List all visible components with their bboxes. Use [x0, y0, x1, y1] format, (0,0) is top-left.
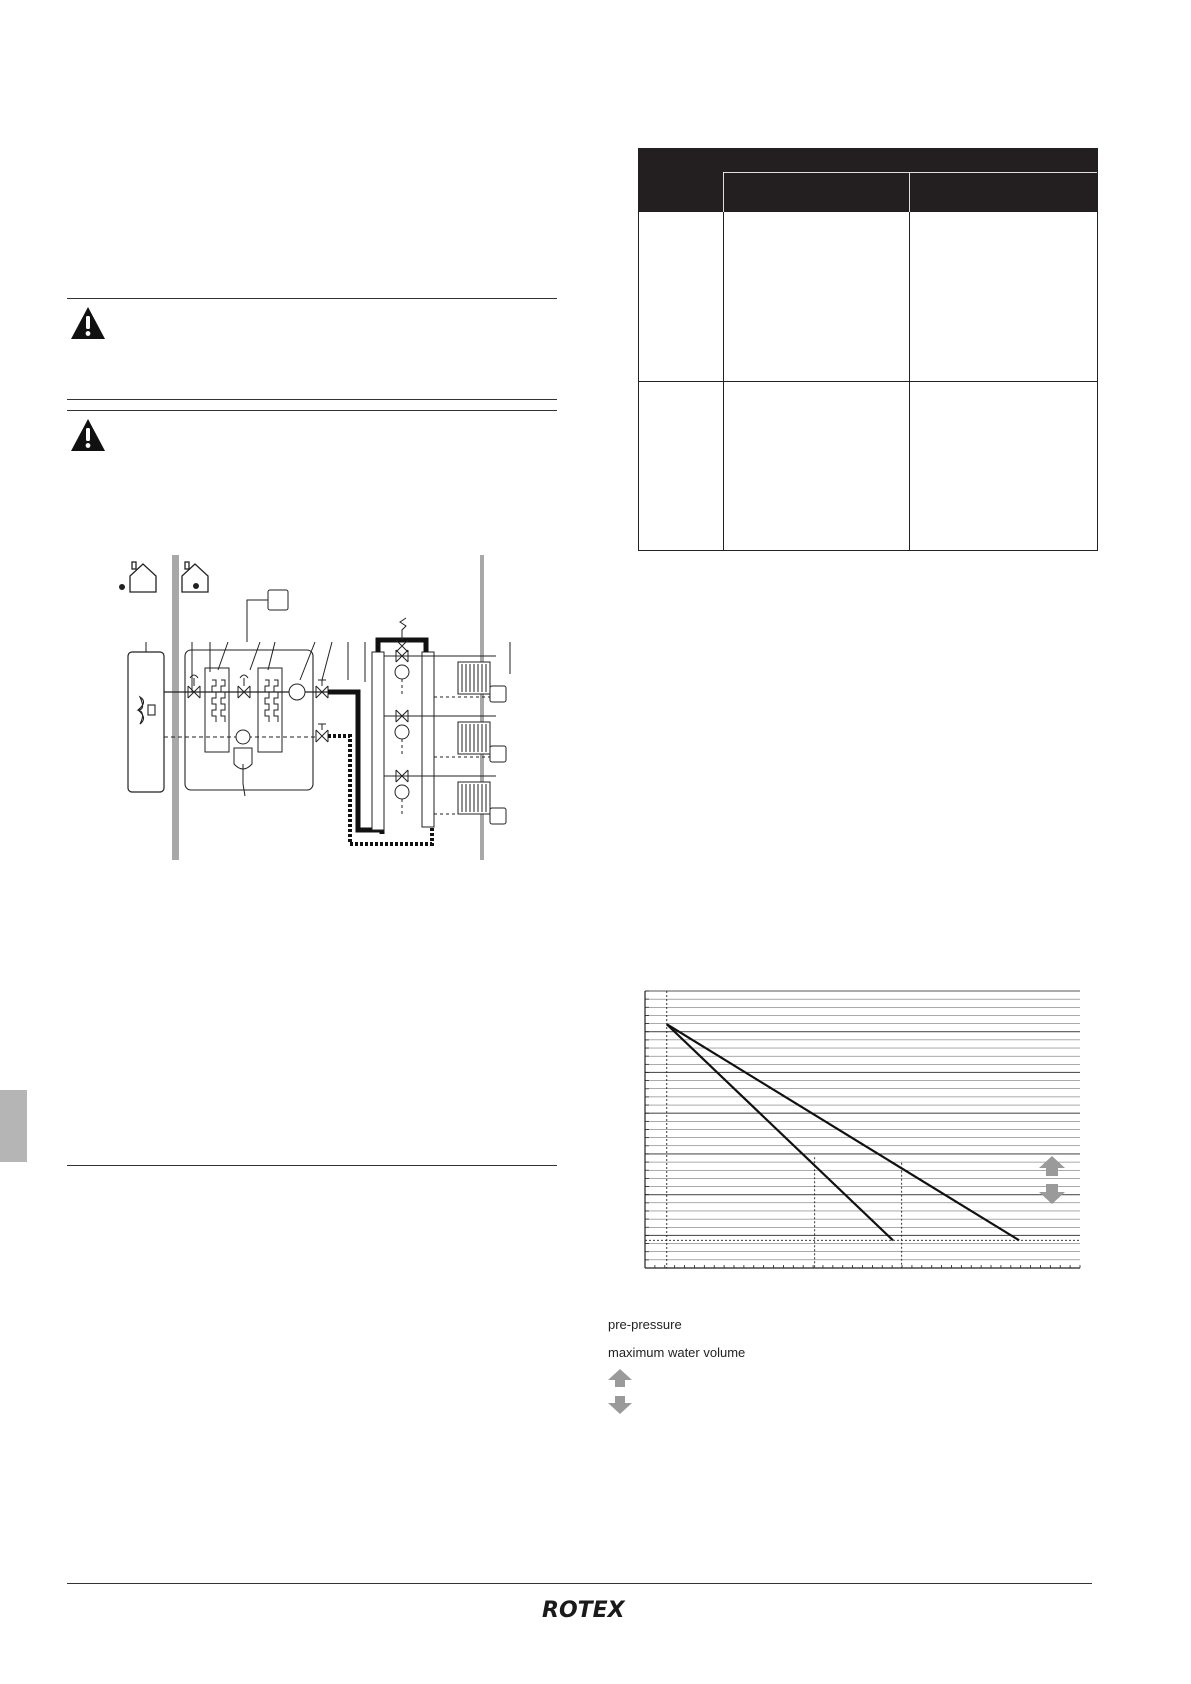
warning-triangle-icon — [70, 418, 106, 452]
data-table — [638, 148, 1098, 551]
header-subdivider-1 — [723, 172, 724, 212]
table-header — [639, 149, 1097, 212]
outdoor-dot — [119, 584, 125, 590]
indoor-dot — [193, 583, 199, 589]
zone-2 — [384, 710, 506, 762]
indoor-unit — [185, 650, 313, 790]
header-subrule — [723, 172, 1097, 173]
hydraulic-schematic — [110, 552, 560, 862]
outdoor-unit — [128, 652, 164, 792]
legend-max-water-volume: maximum water volume — [608, 1345, 746, 1360]
pressure-volume-chart — [640, 988, 1085, 1278]
arrow-down-icon — [1039, 1184, 1065, 1204]
warning-triangle-icon — [70, 306, 106, 340]
series-2 — [667, 1024, 1019, 1240]
header-subdivider-2 — [909, 172, 910, 212]
outer-wall — [172, 555, 179, 860]
footer-rule — [67, 1583, 1092, 1584]
arrow-up-icon — [1039, 1156, 1065, 1176]
zone-1 — [384, 650, 506, 702]
row-divider — [639, 381, 1097, 382]
section-rule — [67, 1165, 557, 1166]
arrow-up-icon — [608, 1369, 632, 1387]
legend-arrows — [608, 1369, 632, 1415]
controller-box — [268, 590, 288, 610]
series-1 — [667, 1024, 893, 1240]
house-outside-icon — [130, 562, 156, 592]
rotex-logo: ROTEX — [542, 1598, 625, 1623]
warning-top-rule — [67, 298, 557, 299]
legend-pre-pressure: pre-pressure — [608, 1317, 682, 1332]
warning2-top-rule — [67, 410, 557, 411]
fan-icon — [138, 697, 155, 724]
warning-bottom-rule — [67, 399, 557, 400]
arrow-down-icon — [608, 1396, 632, 1414]
section-tab — [0, 1090, 27, 1162]
zone-3 — [384, 770, 506, 824]
